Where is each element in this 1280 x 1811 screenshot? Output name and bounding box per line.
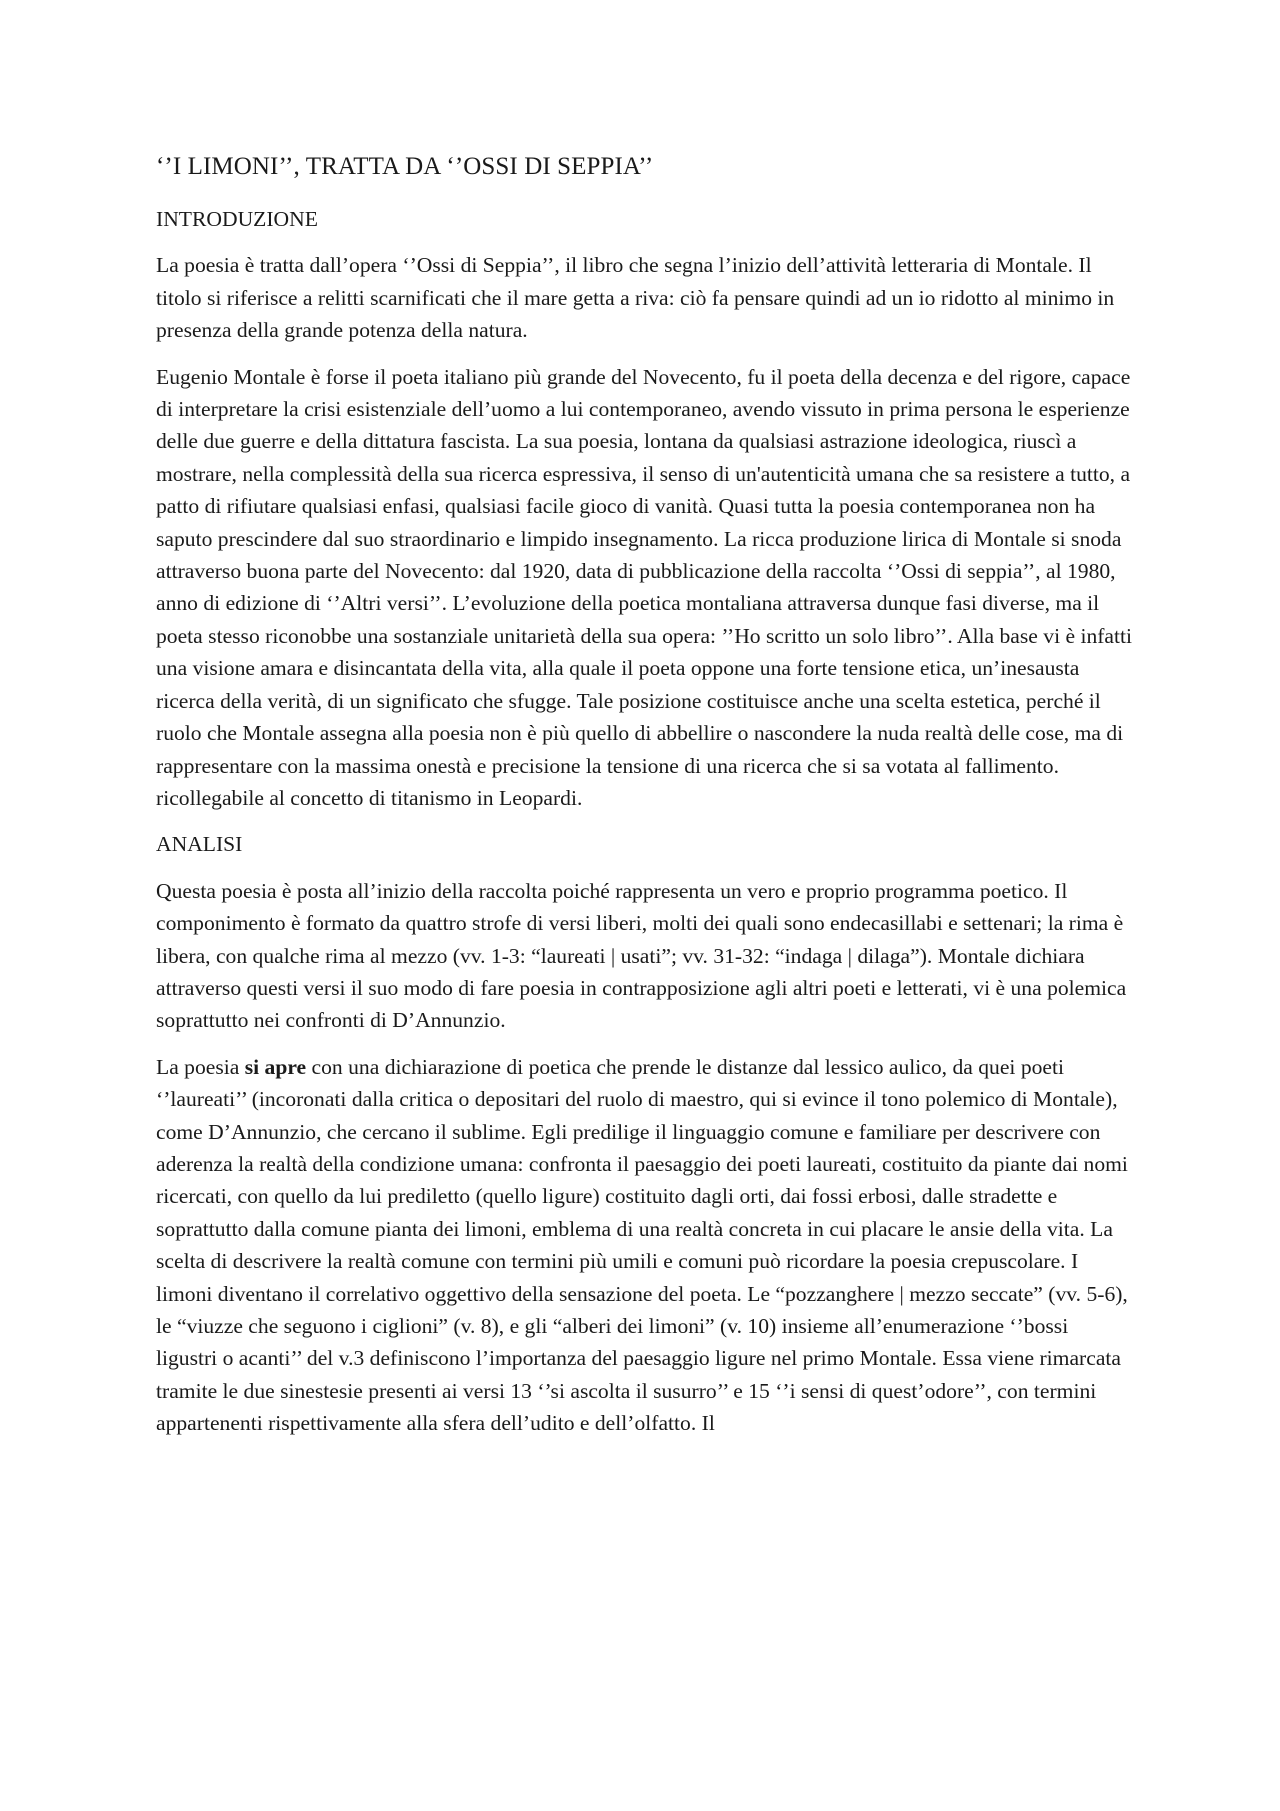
section-heading: ANALISI xyxy=(156,832,243,857)
paragraph-text: La poesia è tratta dall’opera ‘’Ossi di Seppia’’, il libro che segna l’inizio dell’attività letteraria di Montale. Il titolo si riferisce a relitti scarnificati che il mare getta a riva: ciò fa pensare quindi ad un io ridotto al minimo in presenza della grande potenza della natura. xyxy=(156,253,1115,343)
paragraph-text: Questa poesia è posta all’inizio della raccolta poiché rappresenta un vero e proprio programma poetico. Il componimento è formato da quattro strofe di versi liberi, molti dei quali sono endecasillabi e settenari; la rima è libera, con qualche rima al mezzo (vv. 1-3: “laureati | usati”; vv. 31-32: “indaga | dilaga”). Montale dichiara attraverso questi versi il suo modo di fare poesia in contrapposizione agli altri poeti e letterati, vi è una polemica soprattutto nei confronti di D’Annunzio. xyxy=(156,878,1127,1033)
paragraph xyxy=(156,361,1134,815)
paragraph xyxy=(156,875,1134,1037)
paragraph xyxy=(156,249,1134,346)
paragraph-bold-text: si apre xyxy=(244,1054,307,1079)
document-title: ‘’I LIMONI’’, TRATTA DA ‘’OSSI DI SEPPIA’’ xyxy=(156,153,654,180)
paragraph-text: Eugenio Montale è forse il poeta italiano più grande del Novecento, fu il poeta della decenza e del rigore, capace di interpretare la crisi esistenziale dell’uomo a lui contemporaneo, avendo vissuto in prima persona le esperienze delle due guerre e della dittatura fascista. La sua poesia, lontana da qualsiasi astrazione ideologica, riuscì a mostrare, nella complessità della sua ricerca espressiva, il senso di un'autenticità umana che sa resistere a tutto, a patto di rifiutare qualsiasi enfasi, qualsiasi facile gioco di vanità. Quasi tutta la poesia contemporanea non ha saputo prescindere dal suo straordinario e limpido insegnamento. La ricca produzione lirica di Montale si snoda attraverso buona parte del Novecento: dal 1920, data di pubblicazione della raccolta ‘’Ossi di seppia’’, al 1980, anno di edizione di ‘’Altri versi’’. L’evoluzione della poetica montaliana attraversa dunque fasi diverse, ma il poeta stesso riconobbe una sostanziale unitarietà della sua opera: ’’Ho scritto un solo libro’’. Alla base vi è infatti una visione amara e disincantata della vita, alla quale il poeta oppone una forte tensione etica, un’inesausta ricerca della verità, di un significato che sfugge. Tale posizione costituisce anche una scelta estetica, perché il ruolo che Montale assegna alla poesia non è più quello di abbellire o nascondere la nuda realtà delle cose, ma di rappresentare con la massima onestà e precisione la tensione di una ricerca che si sa votata al fallimento. ricollegabile al concetto di titanismo in Leopardi. xyxy=(156,364,1133,810)
document-page xyxy=(156,150,1134,1454)
section-heading: INTRODUZIONE xyxy=(156,207,318,231)
paragraph-text-after: con una dichiarazione di poetica che prende le distanze dal lessico aulico, da quei poeti ‘’laureati’’ (incoronati dalla critica o depositari del ruolo di maestro, qui si evince il tono polemico di Montale), come D’Annunzio, che cercano il sublime. Egli predilige il linguaggio comune e familiare per descrivere con aderenza la realtà della condizione umana: confronta il paesaggio dei poeti laureati, costituito da piante dai nomi ricercati, con quello da lui prediletto (quello ligure) costituito dagli orti, dai fossi erbosi, dalle stradette e soprattutto dalla comune pianta dei limoni, emblema di una realtà concreta in cui placare le ansie della vita. La scelta di descrivere la realtà comune con termini più umili e comuni può ricordare la poesia crepuscolare. I limoni diventano il correlativo oggettivo della sensazione del poeta. Le “pozzanghere | mezzo seccate” (vv. 5-6), le “viuzze che seguono i ciglioni” (v. 8), e gli “alberi dei limoni” (v. 10) insieme all’enumerazione ‘’bossi ligustri o acanti’’ del v.3 definiscono l’importanza del paesaggio ligure nel primo Montale. Essa viene rimarcata tramite le due sinestesie presenti ai versi 13 ‘’si ascolta il susurro’’ e 15 ‘’i sensi di quest’odore’’, con termini appartenenti rispettivamente alla sfera dell’udito e dell’olfatto. Il xyxy=(156,1054,1128,1436)
paragraph-text: La poesia xyxy=(156,1054,245,1079)
paragraph xyxy=(156,1051,1134,1440)
section-introduzione xyxy=(156,203,1134,814)
section-analisi xyxy=(156,828,1134,1439)
